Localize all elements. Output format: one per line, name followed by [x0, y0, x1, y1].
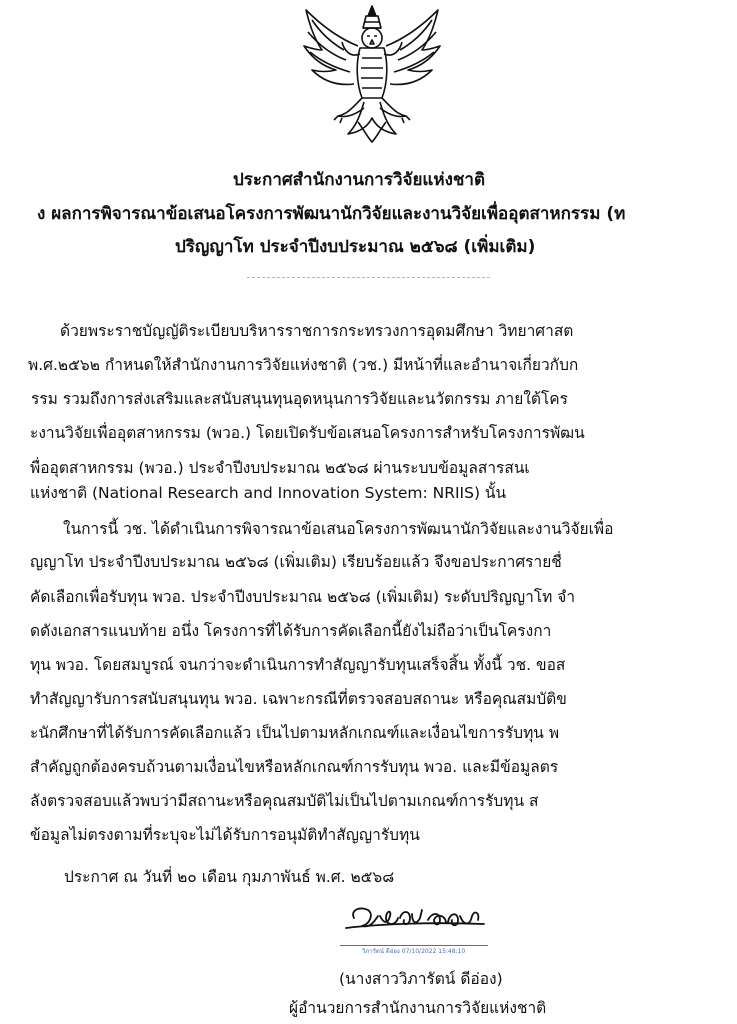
paragraph-1-line: ด้วยพระราชบัญญัติระเบียบบริหารราชการกระทรวงการอุดมศึกษา วิทยาศาสต: [60, 322, 574, 340]
document-title-line-1: ประกาศสำนักงานการวิจัยแห่งชาติ: [233, 170, 486, 190]
paragraph-2-line: ทำสัญญารับการสนับสนุนทุน พวอ. เฉพาะกรณีที่ตรวจสอบสถานะ หรือคุณสมบัติข: [30, 690, 567, 708]
paragraph-2-line: ในการนี้ วช. ได้ดำเนินการพิจารณาข้อเสนอโครงการพัฒนานักวิจัยและงานวิจัยเพื่อ: [63, 520, 614, 538]
paragraph-1-line: ะงานวิจัยเพื่ออุตสาหกรรม (พวอ.) โดยเปิดรับข้อเสนอโครงการสำหรับโครงการพัฒน: [30, 424, 585, 442]
paragraph-2-line: ลังตรวจสอบแล้วพบว่ามีสถานะหรือคุณสมบัติไม่เป็นไปตามเกณฑ์การรับทุน ส: [30, 792, 539, 810]
paragraph-1-line: พื่ออุตสาหกรรม (พวอ.) ประจำปีงบประมาณ ๒๕๖๘ ผ่านระบบข้อมูลสารสนเ: [30, 459, 530, 477]
signatory-name: (นางสาววิภารัตน์ ดีอ่อง): [339, 970, 503, 988]
paragraph-2-line: คัดเลือกเพื่อรับทุน พวอ. ประจำปีงบประมาณ ๒๕๖๘ (เพิ่มเติม) ระดับปริญญาโท จำ: [30, 588, 576, 606]
paragraph-2-line: ะนักศึกษาที่ได้รับการคัดเลือกแล้ว เป็นไปตามหลักเกณฑ์และเงื่อนไขการรับทุน พ: [30, 724, 560, 742]
paragraph-1-line: แห่งชาติ (National Research and Innovation System: NRIIS) นั้น: [30, 484, 507, 502]
paragraph-2-line: ญญาโท ประจำปีงบประมาณ ๒๕๖๘ (เพิ่มเติม) เรียบร้อยแล้ว จึงขอประกาศรายชื่: [30, 553, 562, 571]
paragraph-1-line: พ.ศ.๒๕๖๒ กำหนดให้สำนักงานการวิจัยแห่งชาติ (วช.) มีหน้าที่และอำนาจเกี่ยวกับก: [28, 356, 579, 374]
paragraph-1-line: รรม รวมถึงการส่งเสริมและสนับสนุนทุนอุดหนุนการวิจัยและนวัตกรรม ภายใต้โคร: [31, 390, 568, 408]
paragraph-2-line: ทุน พวอ. โดยสมบูรณ์ จนกว่าจะดำเนินการทำสัญญารับทุนเสร็จสิ้น ทั้งนี้ วช. ขอส: [30, 656, 566, 674]
title-divider: [247, 277, 490, 278]
garuda-emblem-icon: [298, 2, 446, 144]
paragraph-2-line: ดดังเอกสารแนบท้าย อนึ่ง โครงการที่ได้รับการคัดเลือกนี้ยังไม่ถือว่าเป็นโครงกา: [30, 622, 552, 640]
signature-timestamp: วิภารัตน์ ดีอ่อง 07/10/2022 15:48:10: [362, 948, 466, 955]
document-title-line-3: ปริญญาโท ประจำปีงบประมาณ ๒๕๖๘ (เพิ่มเติม): [175, 237, 536, 257]
signatory-position: ผู้อำนวยการสำนักงานการวิจัยแห่งชาติ: [289, 999, 547, 1017]
handwritten-signature: [340, 900, 490, 934]
announcement-date: ประกาศ ณ วันที่ ๒๐ เดือน กุมภาพันธ์ พ.ศ. ๒๕๖๘: [64, 868, 395, 886]
paragraph-2-line: ข้อมูลไม่ตรงตามที่ระบุจะไม่ได้รับการอนุมัติทำสัญญารับทุน: [30, 826, 420, 844]
document-title-line-2: ง ผลการพิจารณาข้อเสนอโครงการพัฒนานักวิจัยและงานวิจัยเพื่ออุตสาหกรรม (ท: [37, 204, 626, 224]
paragraph-2-line: สำคัญถูกต้องครบถ้วนตามเงื่อนไขหรือหลักเกณฑ์การรับทุน พวอ. และมีข้อมูลตร: [30, 758, 559, 776]
